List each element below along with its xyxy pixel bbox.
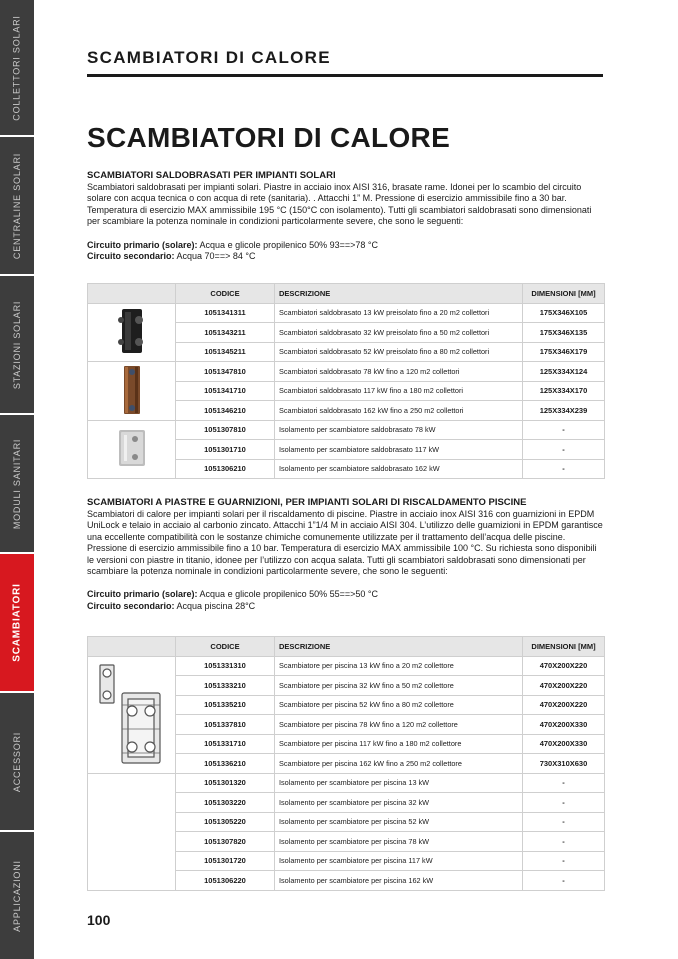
sidebar-tab-label: SCAMBIATORI xyxy=(11,583,23,662)
product-description: Scambiatori saldobrasato 32 kW preisolato fino a 50 m2 collettori xyxy=(275,323,523,343)
product-description: Scambiatori saldobrasato 117 kW fino a 180 m2 collettori xyxy=(275,381,523,401)
product-dimensions: 175X346X105 xyxy=(523,303,605,323)
product-dimensions: 125X334X239 xyxy=(523,401,605,421)
product-description: Isolamento per scambiatore per piscina 13 kW xyxy=(275,773,523,793)
page-number: 100 xyxy=(87,912,111,928)
table-row xyxy=(88,773,605,793)
table-row xyxy=(88,362,605,382)
product-code: 1051341311 xyxy=(176,303,275,323)
product-dimensions: 470X200X330 xyxy=(523,734,605,754)
sidebar-tab-applicazioni[interactable] xyxy=(0,832,34,959)
sidebar-tab-label: APPLICAZIONI xyxy=(12,859,22,932)
table-header-row xyxy=(88,284,605,304)
primary-circuit-value: Acqua e glicole propilenico 50% 93==>78 °C xyxy=(199,239,379,250)
table-header-description: DESCRIZIONE xyxy=(275,284,523,304)
table-row xyxy=(88,303,605,323)
sidebar xyxy=(0,0,34,959)
table-header-dimensions: DIMENSIONI [MM] xyxy=(523,284,605,304)
product-code: 1051336210 xyxy=(176,754,275,774)
product-code: 1051307810 xyxy=(176,420,275,440)
product-dimensions: - xyxy=(523,440,605,460)
secondary-circuit-label: Circuito secondario: xyxy=(87,251,175,262)
product-dimensions: 470X200X330 xyxy=(523,715,605,735)
product-dimensions: 470X200X220 xyxy=(523,656,605,676)
product-description: Scambiatori saldobrasato 78 kW fino a 120 m2 collettori xyxy=(275,362,523,382)
product-code: 1051301720 xyxy=(176,851,275,871)
product-dimensions: 470X200X220 xyxy=(523,695,605,715)
product-dimensions: - xyxy=(523,832,605,852)
primary-circuit-value: Acqua e glicole propilenico 50% 55==>50 °C xyxy=(199,589,379,600)
sidebar-tab-collettori-solari[interactable] xyxy=(0,0,34,137)
table-header-image xyxy=(88,637,176,657)
product-description: Isolamento per scambiatore saldobrasato 78 kW xyxy=(275,420,523,440)
product-description: Isolamento per scambiatore per piscina 117 kW xyxy=(275,851,523,871)
table-header-dimensions: DIMENSIONI [MM] xyxy=(523,637,605,657)
product-image-brazed xyxy=(88,362,176,421)
section-piscine xyxy=(87,497,605,612)
product-dimensions: 470X200X220 xyxy=(523,676,605,696)
product-image-plate-exchanger xyxy=(88,656,176,773)
primary-circuit-label: Circuito primario (solare): xyxy=(87,239,198,250)
table-row xyxy=(88,420,605,440)
product-code: 1051331710 xyxy=(176,734,275,754)
sidebar-tab-moduli-sanitari[interactable] xyxy=(0,415,34,554)
table-header-description: DESCRIZIONE xyxy=(275,637,523,657)
sidebar-tab-label: MODULI SANITARI xyxy=(12,438,22,529)
product-dimensions: - xyxy=(523,851,605,871)
sidebar-tab-stazioni-solari[interactable] xyxy=(0,276,34,415)
product-description: Scambiatori saldobrasato 52 kW preisolato fino a 80 m2 collettori xyxy=(275,342,523,362)
table-header-code: CODICE xyxy=(176,637,275,657)
table-row xyxy=(88,656,605,676)
product-dimensions: - xyxy=(523,420,605,440)
primary-circuit xyxy=(87,240,605,252)
product-code: 1051303220 xyxy=(176,793,275,813)
heat-exchanger-copper-icon xyxy=(119,363,145,417)
sidebar-tab-label: COLLETTORI SOLARI xyxy=(12,14,22,121)
product-code: 1051333210 xyxy=(176,676,275,696)
product-image-insulation xyxy=(88,420,176,479)
product-dimensions: - xyxy=(523,793,605,813)
product-table-piscine xyxy=(87,636,605,891)
product-dimensions: 730X310X630 xyxy=(523,754,605,774)
secondary-circuit xyxy=(87,251,605,263)
product-code: 1051305220 xyxy=(176,812,275,832)
product-code: 1051307820 xyxy=(176,832,275,852)
section-description: Scambiatori saldobrasati per impianti solari. Piastre in acciaio inox AISI 316, brasate rame. Idonei per lo scambio del circuito solare con acqua tecnica o con acqua di rete (sanitaria). . Attacchi 1” M. Pressione di esercizio ammissibile fino a 30 bar. Temperatura di esercizio MAX ammissibile 195 °C (150°C con isolamento). Tutti gli scambiatori saldobrasati sono dimensionati per scambiare la potenza nominale in condizioni particolarmente severe, che sono le seguenti: xyxy=(87,182,592,227)
product-description: Isolamento per scambiatore saldobrasato 117 kW xyxy=(275,440,523,460)
product-dimensions: - xyxy=(523,773,605,793)
product-image-preinsulated xyxy=(88,303,176,362)
product-description: Scambiatore per piscina 162 kW fino a 250 m2 collettore xyxy=(275,754,523,774)
product-description: Scambiatore per piscina 32 kW fino a 50 m2 collettore xyxy=(275,676,523,696)
secondary-circuit-value: Acqua piscina 28°C xyxy=(176,600,256,611)
product-description: Scambiatore per piscina 52 kW fino a 80 m2 collettore xyxy=(275,695,523,715)
product-code: 1051341710 xyxy=(176,381,275,401)
header-title: SCAMBIATORI DI CALORE xyxy=(87,48,331,67)
product-dimensions: 175X346X179 xyxy=(523,342,605,362)
product-code: 1051301320 xyxy=(176,773,275,793)
product-code: 1051337810 xyxy=(176,715,275,735)
product-description: Isolamento per scambiatore per piscina 52 kW xyxy=(275,812,523,832)
product-dimensions: 125X334X170 xyxy=(523,381,605,401)
product-code: 1051306210 xyxy=(176,459,275,479)
product-table-saldobrasati xyxy=(87,283,605,479)
table-header-image xyxy=(88,284,176,304)
product-dimensions: 175X346X135 xyxy=(523,323,605,343)
product-code: 1051347810 xyxy=(176,362,275,382)
product-description: Isolamento per scambiatore saldobrasato 162 kW xyxy=(275,459,523,479)
secondary-circuit-value: Acqua 70==> 84 °C xyxy=(176,251,256,262)
sidebar-tab-label: CENTRALINE SOLARI xyxy=(12,152,22,259)
product-dimensions: - xyxy=(523,871,605,891)
table-header-code: CODICE xyxy=(176,284,275,304)
product-code: 1051306220 xyxy=(176,871,275,891)
product-description: Scambiatore per piscina 78 kW fino a 120 m2 collettore xyxy=(275,715,523,735)
product-code: 1051301710 xyxy=(176,440,275,460)
section-description: Scambiatori di calore per impianti solari per il riscaldamento di piscine. Piastre in acciaio inox AISI 316 con guarnizioni in EPDM UniLock e telaio in acciaio al carbonio zincato. Attacchi 1”1/4 M in acciaio AISI 304. L’utilizzo delle guamizioni in EPDM garantisce una eccellente compatibilità con le sostanze chimiche comunemente utilizzate per il trattamento dell’acqua delle piscine. Pressione di esercizio ammissibile fino a 10 bar. Temperatura di esercizio MAX ammissibile 100 °C. Su richiesta sono disponibili le versioni con piastre in titanio, idonee per l’utilizzo con acqua salata. Tutti gli scambiatori saldobrasati sono dimensionati per scambiare la potenza nominale in condizioni particolarmente severe, che sono le seguenti: xyxy=(87,509,603,577)
product-description: Scambiatore per piscina 117 kW fino a 180 m2 collettore xyxy=(275,734,523,754)
section-heading: SCAMBIATORI SALDOBRASATI PER IMPIANTI SOLARI xyxy=(87,170,336,181)
product-dimensions: 125X334X124 xyxy=(523,362,605,382)
product-code: 1051345211 xyxy=(176,342,275,362)
product-image-empty xyxy=(88,773,176,890)
sidebar-tab-label: ACCESSORI xyxy=(12,731,22,792)
section-saldobrasati xyxy=(87,170,605,263)
primary-circuit xyxy=(87,589,605,601)
insulation-shell-icon xyxy=(115,427,149,469)
product-code: 1051335210 xyxy=(176,695,275,715)
product-dimensions: - xyxy=(523,459,605,479)
table-header-row xyxy=(88,637,605,657)
product-description: Isolamento per scambiatore per piscina 32 kW xyxy=(275,793,523,813)
sidebar-tab-label: STAZIONI SOLARI xyxy=(12,300,23,389)
product-code: 1051346210 xyxy=(176,401,275,421)
product-code: 1051343211 xyxy=(176,323,275,343)
sidebar-tab-scambiatori[interactable] xyxy=(0,554,34,693)
header-divider xyxy=(87,74,603,77)
sidebar-tab-centraline-solari[interactable] xyxy=(0,137,34,276)
product-description: Isolamento per scambiatore per piscina 78 kW xyxy=(275,832,523,852)
product-description: Scambiatore per piscina 13 kW fino a 20 m2 collettore xyxy=(275,656,523,676)
section-heading: SCAMBIATORI A PIASTRE E GUARNIZIONI, PER IMPIANTI SOLARI DI RISCALDAMENTO PISCINE xyxy=(87,497,527,508)
secondary-circuit-label: Circuito secondario: xyxy=(87,600,175,611)
sidebar-tab-accessori[interactable] xyxy=(0,693,34,832)
primary-circuit-label: Circuito primario (solare): xyxy=(87,589,198,600)
page-title: SCAMBIATORI DI CALORE xyxy=(87,122,451,153)
product-description: Isolamento per scambiatore per piscina 162 kW xyxy=(275,871,523,891)
product-description: Scambiatori saldobrasato 13 kW preisolato fino a 20 m2 collettori xyxy=(275,303,523,323)
heat-exchanger-black-icon xyxy=(117,306,147,356)
product-description: Scambiatori saldobrasato 162 kW fino a 250 m2 collettori xyxy=(275,401,523,421)
product-code: 1051331310 xyxy=(176,656,275,676)
plate-heat-exchanger-icon xyxy=(92,659,172,769)
product-dimensions: - xyxy=(523,812,605,832)
secondary-circuit xyxy=(87,601,605,613)
